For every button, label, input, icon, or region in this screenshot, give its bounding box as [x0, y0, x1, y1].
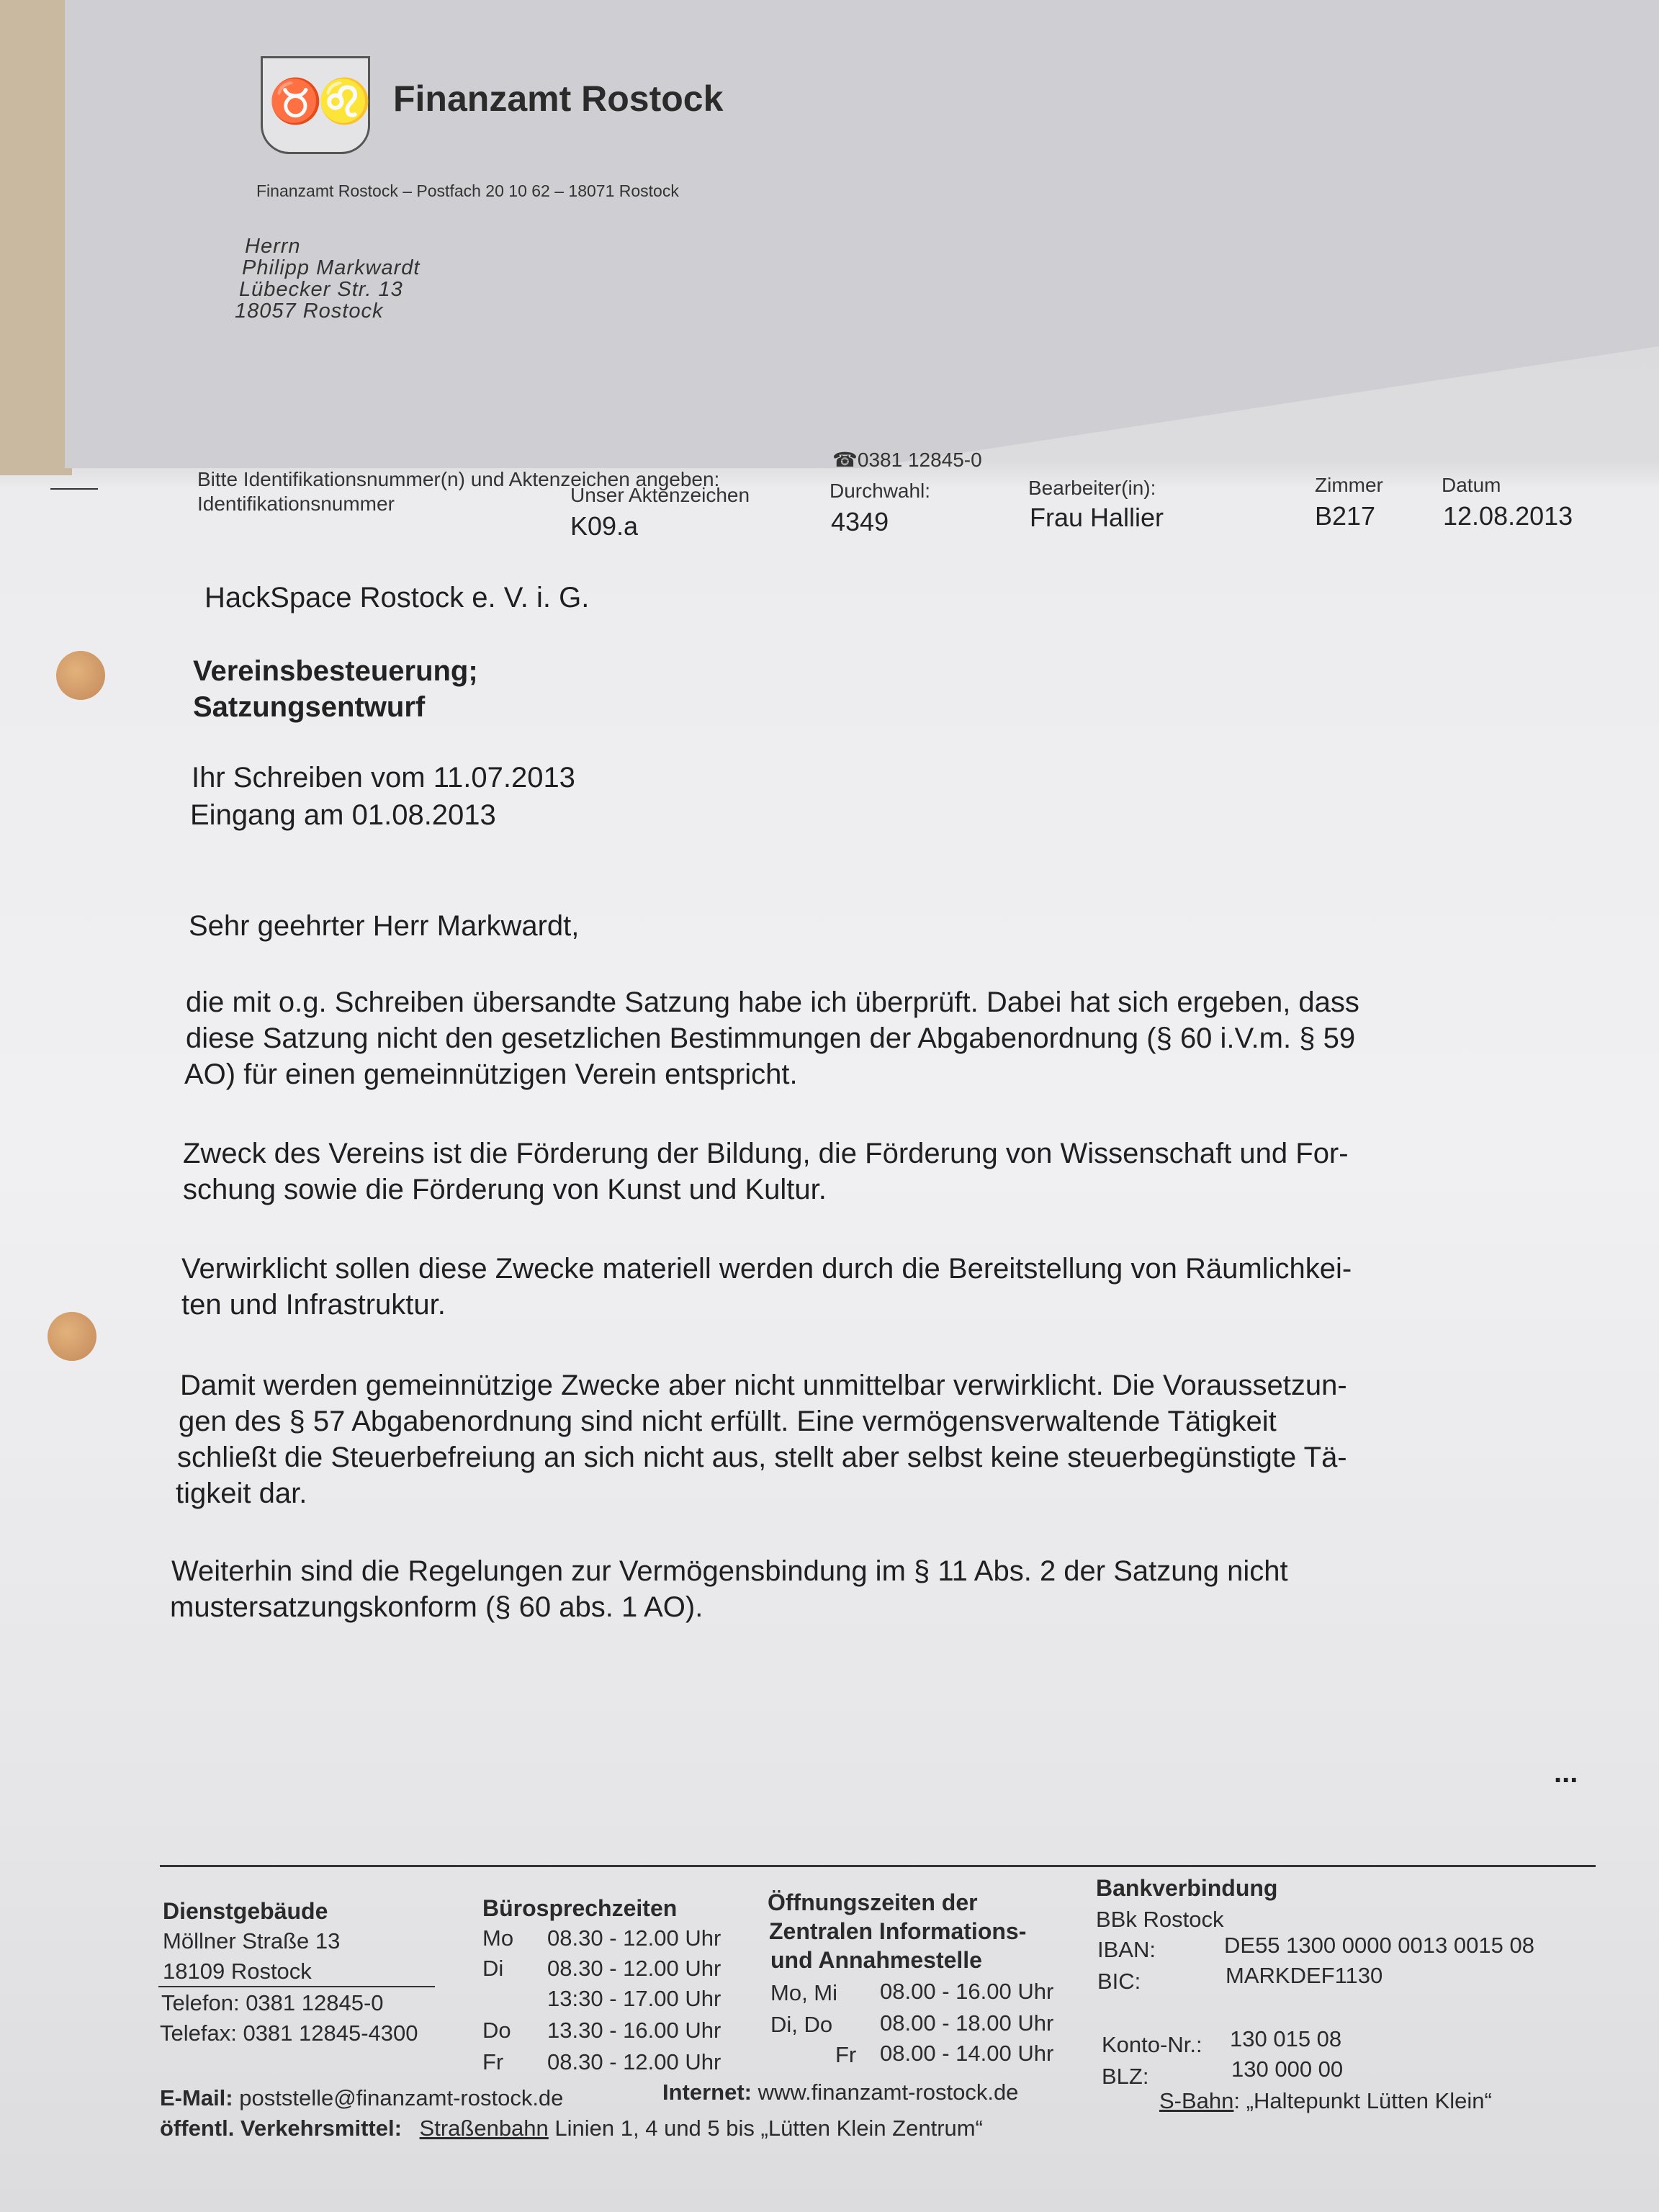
- bic-label: BIC:: [1097, 1969, 1141, 1994]
- coat-of-arms-logo: [261, 56, 370, 154]
- blz-value: 130 000 00: [1231, 2056, 1344, 2082]
- hours-time: 13.30 - 16.00 Uhr: [547, 2018, 721, 2043]
- fold-mark: [50, 488, 98, 490]
- hours-day: Mo: [482, 1925, 514, 1951]
- info-heading-2: Zentralen Informations-: [769, 1918, 1027, 1944]
- bank-heading: Bankverbindung: [1096, 1875, 1278, 1901]
- internet-value[interactable]: www.finanzamt-rostock.de: [757, 2080, 1019, 2105]
- transport-line: [160, 2116, 983, 2141]
- paragraph-4-line: tigkeit dar.: [176, 1478, 307, 1509]
- recipient-name: Philipp Markwardt: [242, 256, 421, 279]
- reference-line-2: Eingang am 01.08.2013: [190, 799, 496, 831]
- paragraph-4-line: gen des § 57 Abgabenordnung sind nicht erfüllt. Eine vermögensverwaltende Tätigkeit: [179, 1406, 1277, 1437]
- date-value: 12.08.2013: [1443, 501, 1573, 531]
- subject-line-1: Vereinsbesteuerung;: [193, 655, 478, 687]
- hours-day: Fr: [482, 2049, 504, 2074]
- info-time: 08.00 - 14.00 Uhr: [880, 2041, 1054, 2066]
- office-street: Möllner Straße 13: [163, 1928, 341, 1954]
- hours-heading: Bürosprechzeiten: [482, 1895, 678, 1921]
- info-day: Fr: [835, 2042, 857, 2067]
- postal-return-line: Finanzamt Rostock – Postfach 20 10 62 – 18071 Rostock: [256, 181, 679, 200]
- date-label: Datum: [1442, 474, 1501, 496]
- internet-line: [662, 2080, 1018, 2105]
- paragraph-3-line: ten und Infrastruktur.: [181, 1289, 446, 1321]
- office-heading: Dienstgebäude: [163, 1898, 328, 1924]
- punch-hole: [56, 651, 105, 700]
- letter-addressee: HackSpace Rostock e. V. i. G.: [204, 582, 590, 613]
- info-time: 08.00 - 16.00 Uhr: [880, 1979, 1054, 2004]
- info-day: Di, Do: [770, 2012, 833, 2037]
- sbahn-label: S-Bahn: [1159, 2088, 1234, 2113]
- info-time: 08.00 - 18.00 Uhr: [880, 2010, 1054, 2036]
- room-value: B217: [1315, 501, 1376, 531]
- griffin-icon: ♌: [318, 77, 372, 125]
- extension-value: 4349: [831, 507, 889, 536]
- tram-text: Linien 1, 4 und 5 bis „Lütten Klein Zentrum“: [554, 2116, 983, 2141]
- paragraph-1-line: die mit o.g. Schreiben übersandte Satzung habe ich überprüft. Dabei hat sich ergeben, dass: [186, 986, 1359, 1018]
- blz-label: BLZ:: [1102, 2064, 1149, 2089]
- iban-label: IBAN:: [1097, 1937, 1156, 1962]
- handler-value: Frau Hallier: [1030, 503, 1164, 532]
- footer-divider: [160, 1865, 1596, 1867]
- konto-value: 130 015 08: [1230, 2026, 1342, 2051]
- handler-label: Bearbeiter(in):: [1028, 477, 1156, 499]
- internet-label: Internet:: [662, 2080, 752, 2105]
- office-city: 18109 Rostock: [163, 1959, 312, 1984]
- greeting: Sehr geehrter Herr Markwardt,: [189, 910, 580, 942]
- bank-name: BBk Rostock: [1096, 1907, 1224, 1932]
- konto-label: Konto-Nr.:: [1102, 2032, 1202, 2057]
- id-label: Identifikationsnummer: [197, 493, 395, 515]
- paragraph-3-line: Verwirklicht sollen diese Zwecke materiell werden durch die Bereitstellung von Räumlichkei-: [181, 1253, 1352, 1285]
- recipient-street: Lübecker Str. 13: [239, 278, 403, 301]
- hours-time: 08.30 - 12.00 Uhr: [547, 2049, 721, 2074]
- org-name: Finanzamt Rostock: [393, 78, 724, 119]
- info-heading-3: und Annahmestelle: [770, 1947, 982, 1973]
- hours-time: 08.30 - 12.00 Uhr: [547, 1956, 721, 1981]
- paragraph-5-line: Weiterhin sind die Regelungen zur Vermögensbindung im § 11 Abs. 2 der Satzung nicht: [171, 1555, 1288, 1587]
- email-label: E-Mail:: [160, 2085, 233, 2110]
- file-number-value: K09.a: [570, 511, 639, 541]
- bic-value: MARKDEF1130: [1226, 1963, 1383, 1988]
- email-value[interactable]: poststelle@finanzamt-rostock.de: [239, 2085, 564, 2110]
- paragraph-4-line: Damit werden gemeinnützige Zwecke aber nicht unmittelbar verwirklicht. Die Voraussetzun-: [180, 1370, 1347, 1401]
- paragraph-1-line: diese Satzung nicht den gesetzlichen Bestimmungen der Abgabenordnung (§ 60 i.V.m. § 59: [186, 1022, 1356, 1054]
- office-divider: [158, 1986, 435, 1987]
- punch-hole: [48, 1312, 96, 1361]
- email-line: [160, 2085, 563, 2111]
- reference-line-1: Ihr Schreiben vom 11.07.2013: [192, 762, 575, 793]
- paragraph-2-line: Zweck des Vereins ist die Förderung der Bildung, die Förderung von Wissenschaft und For-: [183, 1138, 1349, 1169]
- sbahn-line: [1159, 2088, 1492, 2114]
- bull-head-icon: ♉: [269, 77, 323, 125]
- subject-line-2: Satzungsentwurf: [193, 691, 426, 723]
- sbahn-text: : „Haltepunkt Lütten Klein“: [1233, 2088, 1492, 2113]
- office-fax: Telefax: 0381 12845-4300: [160, 2020, 418, 2046]
- background-surface: [0, 0, 72, 475]
- file-number-label: Unser Aktenzeichen: [570, 484, 750, 506]
- paragraph-4-line: schließt die Steuerbefreiung an sich nicht aus, stellt aber selbst keine steuerbegünstigte Tä-: [177, 1442, 1347, 1473]
- hours-time: 08.30 - 12.00 Uhr: [547, 1925, 721, 1951]
- paragraph-1-line: AO) für einen gemeinnützigen Verein entspricht.: [184, 1058, 798, 1090]
- info-day: Mo, Mi: [770, 1980, 837, 2005]
- hours-day: Do: [482, 2018, 511, 2043]
- paragraph-5-line: mustersatzungskonform (§ 60 abs. 1 AO).: [170, 1591, 703, 1623]
- transport-label: öffentl. Verkehrsmittel:: [160, 2116, 402, 2141]
- tram-label: Straßenbahn: [419, 2116, 549, 2141]
- hours-time: 13:30 - 17.00 Uhr: [547, 1986, 721, 2011]
- iban-value: DE55 1300 0000 0013 0015 08: [1224, 1933, 1534, 1958]
- office-phone: Telefon: 0381 12845-0: [161, 1990, 384, 2015]
- main-phone: ☎0381 12845-0: [832, 449, 982, 471]
- info-heading-1: Öffnungszeiten der: [768, 1889, 978, 1915]
- room-label: Zimmer: [1315, 474, 1383, 496]
- extension-label: Durchwahl:: [830, 480, 931, 502]
- paragraph-2-line: schung sowie die Förderung von Kunst und Kultur.: [183, 1174, 827, 1205]
- recipient-salutation: Herrn: [245, 235, 301, 258]
- continuation-marker: ...: [1554, 1757, 1578, 1789]
- recipient-city: 18057 Rostock: [235, 300, 384, 323]
- reference-instruction: Bitte Identifikationsnummer(n) und Aktenzeichen angeben:: [197, 468, 720, 490]
- hours-day: Di: [482, 1956, 504, 1981]
